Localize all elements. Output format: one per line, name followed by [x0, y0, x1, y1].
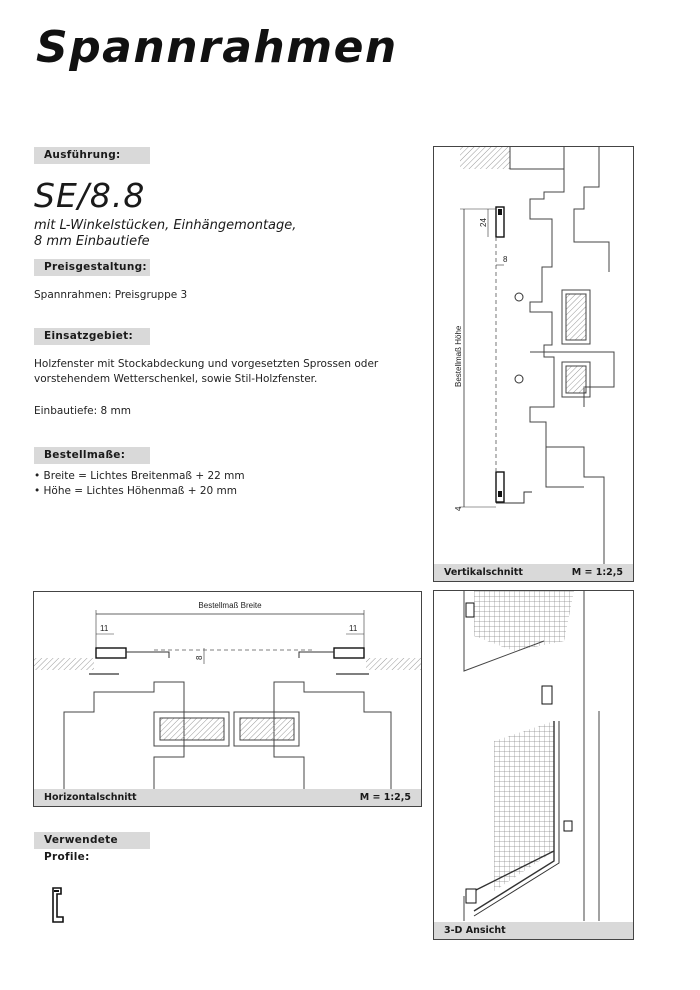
- section-tag-preisgestaltung: Preisgestaltung:: [34, 259, 150, 276]
- horizontalschnitt-drawing: [34, 592, 421, 789]
- section-tag-profile: Verwendete Profile:: [34, 832, 150, 849]
- einsatzgebiet-text: [34, 357, 378, 387]
- page-title: Spannrahmen: [36, 22, 398, 73]
- dim-8-horizontal: 8: [195, 655, 204, 660]
- bestellmass-breite: • Breite = Lichtes Breitenmaß + 22 mm: [34, 470, 245, 482]
- einsatzgebiet-line-1: Holzfenster mit Stockabdeckung und vorgesetzten Sprossen oder: [34, 358, 379, 370]
- caption-label: Vertikalschnitt: [444, 567, 523, 578]
- 3d-ansicht-drawing: [434, 591, 633, 922]
- horizontalschnitt-panel: [33, 591, 422, 807]
- section-tag-einsatzgebiet: Einsatzgebiet:: [34, 328, 150, 345]
- caption-scale: M = 1:2,5: [359, 792, 411, 803]
- horizontalschnitt-caption: [34, 789, 421, 806]
- profile-icon: [50, 887, 66, 923]
- einbautiefe-text: Einbautiefe: 8 mm: [34, 405, 131, 417]
- subtitle-line-2: 8 mm Einbautiefe: [34, 234, 150, 249]
- model-name: SE/8.8: [34, 176, 146, 215]
- dim-11-left: 11: [100, 624, 109, 633]
- dim-24: 24: [479, 218, 488, 227]
- caption-scale: M = 1:2,5: [571, 567, 623, 578]
- preisgruppe-text: Spannrahmen: Preisgruppe 3: [34, 289, 188, 301]
- vertikalschnitt-drawing: [434, 147, 633, 564]
- width-label: Bestellmaß Breite: [198, 601, 262, 610]
- vertikalschnitt-panel: [433, 146, 634, 582]
- vertikalschnitt-caption: [434, 564, 633, 581]
- dim-4: 4: [454, 506, 463, 511]
- height-label: Bestellmaß Höhe: [454, 325, 463, 387]
- bestellmasse-list: [34, 469, 245, 499]
- section-tag-bestellmasse: Bestellmaße:: [34, 447, 150, 464]
- caption-label: 3-D Ansicht: [444, 925, 506, 936]
- subtitle-line-1: mit L-Winkelstücken, Einhängemontage,: [34, 218, 297, 233]
- model-subtitle: [34, 218, 296, 250]
- section-tag-ausfuehrung: Ausführung:: [34, 147, 150, 164]
- 3d-ansicht-caption: [434, 922, 633, 939]
- bestellmass-hoehe: • Höhe = Lichtes Höhenmaß + 20 mm: [34, 485, 238, 497]
- dim-8: 8: [503, 255, 508, 264]
- caption-label: Horizontalschnitt: [44, 792, 137, 803]
- 3d-ansicht-panel: [433, 590, 634, 940]
- dim-11-right: 11: [349, 624, 358, 633]
- einsatzgebiet-line-2: vorstehendem Wetterschenkel, sowie Stil-Holzfenster.: [34, 373, 318, 385]
